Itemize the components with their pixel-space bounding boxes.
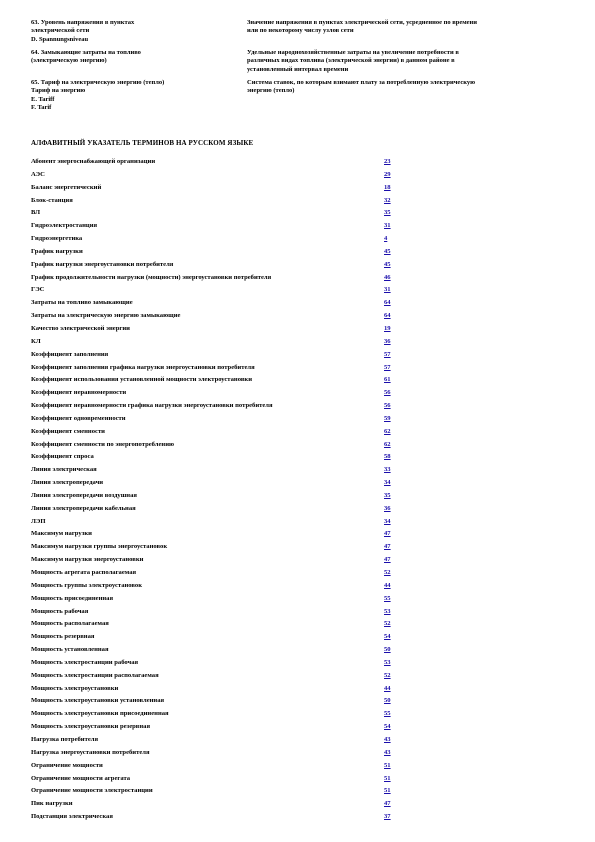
index-term: Коэффициент сменности	[31, 427, 105, 435]
index-row	[31, 799, 397, 812]
index-row	[31, 555, 397, 568]
index-row	[31, 619, 397, 632]
index-page-link[interactable]: 55	[384, 710, 391, 718]
definition-description-line: Значение напряжения в пунктах электрической сети, усредненное по времени	[247, 19, 478, 26]
definition-term-line: D. Spannungsniveau	[31, 35, 89, 43]
index-page-link[interactable]: 47	[384, 530, 391, 538]
index-term: Мощность электроустановки резервная	[31, 723, 151, 731]
index-term: Коэффициент спроса	[31, 453, 94, 461]
index-term: Максимум нагрузки	[31, 530, 92, 538]
index-page-link[interactable]: 57	[384, 350, 391, 358]
index-term: Мощность располагаемая	[31, 620, 109, 628]
definition-entry	[31, 49, 571, 79]
index-term: Коэффициент использования установленной мощности электроустановки	[31, 376, 253, 384]
index-term: Коэффициент заполнения	[31, 350, 109, 358]
index-row	[31, 170, 397, 183]
index-page-link[interactable]: 55	[384, 594, 391, 602]
index-term: ГЭС	[31, 286, 45, 294]
index-page-link[interactable]: 59	[384, 414, 391, 422]
index-page-link[interactable]: 19	[384, 324, 391, 332]
index-page-link[interactable]: 54	[384, 723, 391, 731]
index-row	[31, 427, 397, 440]
index-term: Мощность электроустановки	[31, 684, 119, 692]
index-row	[31, 632, 397, 645]
index-term: Мощность электростанции располагаемая	[31, 671, 159, 679]
definition-term-line: 64. Замыкающие затраты на топливо	[31, 49, 141, 56]
index-row	[31, 452, 397, 465]
index-term: График нагрузки энергоустановки потребителя	[31, 260, 174, 268]
index-page-link[interactable]: 58	[384, 453, 391, 461]
index-row	[31, 183, 397, 196]
definition-term-line: E. Tariff	[31, 95, 55, 103]
index-row	[31, 208, 397, 221]
index-term: Баланс энергетический	[31, 183, 102, 191]
index-row	[31, 542, 397, 555]
definition-description-line: энергию (тепло)	[247, 87, 295, 95]
index-term: Абонент энергоснабжающей организации	[31, 158, 156, 165]
index-row	[31, 298, 397, 311]
definition-term-line: электрической сети	[31, 27, 90, 35]
index-row	[31, 350, 397, 363]
index-term: Нагрузка потребителя	[31, 735, 99, 743]
index-row	[31, 568, 397, 581]
index-term: Коэффициент неравномерности графика нагрузки энергоустановки потребителя	[31, 402, 273, 410]
index-heading: АЛФАВИТНЫЙ УКАЗАТЕЛЬ ТЕРМИНОВ НА РУССКОМ ЯЗЫКЕ	[31, 139, 254, 147]
index-term: КЛ	[31, 337, 41, 345]
index-term: Коэффициент сменности по энергопотреблению	[31, 440, 175, 448]
definition-entry	[31, 19, 571, 49]
index-row	[31, 363, 397, 376]
index-row	[31, 285, 397, 298]
index-page-link[interactable]: 62	[384, 427, 391, 435]
index-term: Мощность электроустановки присоединенная	[31, 710, 169, 718]
index-page-link[interactable]: 4	[384, 235, 388, 243]
index-term: График нагрузки	[31, 247, 83, 255]
definition-term-line: 63. Уровень напряжения в пунктах	[31, 19, 135, 26]
index-term: Мощность агрегата располагаемая	[31, 569, 137, 576]
index-row	[31, 786, 397, 799]
index-term: АЭС	[31, 170, 45, 178]
definition-description-line: установленный интервал времени	[247, 65, 349, 73]
index-term: Затраты на топливо замыкающие	[31, 299, 133, 307]
index-term: Мощность резервная	[31, 633, 95, 641]
index-term: Линия электропередачи воздушная	[31, 491, 137, 499]
index-page-link[interactable]: 46	[384, 273, 391, 281]
index-row	[31, 414, 397, 427]
index-row	[31, 247, 397, 260]
index-row	[31, 709, 397, 722]
index-term: Мощность рабочая	[31, 607, 89, 615]
index-page-link[interactable]: 44	[384, 581, 391, 589]
index-page-link[interactable]: 32	[384, 196, 391, 204]
index-row	[31, 607, 397, 620]
index-term: Гидроэлектростанция	[31, 222, 98, 230]
index-term: Мощность присоединенная	[31, 594, 114, 602]
index-row	[31, 517, 397, 530]
index-term: Пик нагрузки	[31, 800, 73, 808]
index-page-link[interactable]: 35	[384, 209, 391, 217]
index-page-link[interactable]: 43	[384, 735, 391, 743]
index-row	[31, 748, 397, 761]
definition-description-line: Система ставок, по которым взимают плату за потребленную электрическую	[247, 79, 476, 86]
index-row	[31, 529, 397, 542]
index-page-link[interactable]: 23	[384, 158, 391, 165]
index-row	[31, 401, 397, 414]
index-row	[31, 696, 397, 709]
index-page-link[interactable]: 64	[384, 299, 391, 307]
index-term: ВЛ	[31, 209, 41, 217]
definition-term-line: (электрическую энергию)	[31, 57, 107, 65]
index-page-link[interactable]: 36	[384, 504, 391, 512]
index-row	[31, 671, 397, 684]
index-page-link[interactable]: 43	[384, 748, 391, 756]
index-row	[31, 260, 397, 273]
index-row	[31, 388, 397, 401]
index-page-link[interactable]: 57	[384, 363, 391, 371]
index-row	[31, 504, 397, 517]
index-page-link[interactable]: 45	[384, 247, 391, 255]
index-term: Максимум нагрузки группы энергоустановок	[31, 543, 168, 551]
index-page-link[interactable]: 44	[384, 684, 391, 692]
definition-term	[31, 79, 247, 119]
index-term: Мощность электростанции рабочая	[31, 658, 139, 666]
definition-term	[31, 19, 247, 49]
definition-description	[247, 79, 567, 119]
index-row	[31, 478, 397, 491]
index-term: Мощность электроустановки установленная	[31, 697, 165, 705]
index-row	[31, 273, 397, 286]
definition-description-line: различных видах топлива (электрической энергии) в данном районе в	[247, 57, 455, 65]
index-page-link[interactable]: 31	[384, 286, 391, 294]
index-term: Линия электропередачи кабельная	[31, 504, 136, 512]
index-row	[31, 324, 397, 337]
index-page-link[interactable]: 18	[384, 183, 391, 191]
index-row	[31, 491, 397, 504]
definition-description-line: Удельные народнохозяйственные затраты на увеличение потребности в	[247, 49, 459, 56]
index-term: Коэффициент неравномерности	[31, 389, 127, 397]
index-term: Линия электрическая	[31, 466, 97, 474]
index-page-link[interactable]: 37	[384, 813, 391, 821]
index-term: Качество электрической энергии	[31, 324, 130, 332]
index-page-link[interactable]: 53	[384, 607, 391, 615]
index-row	[31, 761, 397, 774]
index-page-link[interactable]: 52	[384, 569, 391, 576]
index-page-link[interactable]: 34	[384, 479, 391, 487]
index-page-link[interactable]: 50	[384, 646, 391, 654]
index-term: Максимум нагрузки энергоустановки	[31, 556, 144, 564]
index-term: Нагрузка энергоустановки потребителя	[31, 748, 150, 756]
index-term: ЛЭП	[31, 517, 46, 525]
index-page-link[interactable]: 45	[384, 260, 391, 268]
index-page-link[interactable]: 33	[384, 466, 391, 474]
index-term: Ограничение мощности	[31, 761, 103, 769]
index-page-link[interactable]: 31	[384, 222, 391, 230]
index-page-link[interactable]: 52	[384, 620, 391, 628]
index-page-link[interactable]: 47	[384, 556, 391, 564]
index-row	[31, 337, 397, 350]
index-page-link[interactable]: 51	[384, 787, 391, 795]
index-term: Ограничение мощности агрегата	[31, 774, 131, 782]
index-term: Мощность группы электроустановок	[31, 581, 143, 589]
index-term: Затраты на электрическую энергию замыкающие	[31, 312, 181, 320]
definition-description	[247, 49, 567, 79]
index-page-link[interactable]: 51	[384, 761, 391, 769]
index-row	[31, 684, 397, 697]
definition-description	[247, 19, 567, 49]
index-page-link[interactable]: 29	[384, 170, 391, 178]
index-term: Коэффициент заполнения графика нагрузки энергоустановки потребителя	[31, 363, 255, 371]
index-term: Подстанция электрическая	[31, 813, 113, 821]
index-row	[31, 440, 397, 453]
index-page-link[interactable]: 47	[384, 543, 391, 551]
index-page-link[interactable]: 62	[384, 440, 391, 448]
index-page-link[interactable]: 54	[384, 633, 391, 641]
index-page-link[interactable]: 51	[384, 774, 391, 782]
definition-entry	[31, 79, 571, 119]
index-row	[31, 157, 397, 170]
index-page-link[interactable]: 52	[384, 671, 391, 679]
index-page-link[interactable]: 56	[384, 402, 391, 410]
definition-term-line: 65. Тариф на электрическую энергию (тепло)	[31, 79, 165, 86]
index-row	[31, 658, 397, 671]
index-row	[31, 234, 397, 247]
index-page-link[interactable]: 47	[384, 800, 391, 808]
index-page-link[interactable]: 61	[384, 376, 391, 384]
index-term: График продолжительности нагрузки (мощности) энергоустановки потребителя	[31, 273, 272, 281]
index-page-link[interactable]: 64	[384, 312, 391, 320]
index-row	[31, 581, 397, 594]
index-row	[31, 221, 397, 234]
index-term: Ограничение мощности электростанции	[31, 787, 153, 795]
definition-term-line: Тариф на энергию	[31, 87, 86, 95]
definitions-block	[31, 19, 571, 119]
index-term: Гидроэнергетика	[31, 235, 83, 243]
index-row	[31, 812, 397, 825]
index-page-link[interactable]: 34	[384, 517, 391, 525]
index-row	[31, 774, 397, 787]
term-index	[31, 157, 397, 825]
index-row	[31, 311, 397, 324]
index-page-link[interactable]: 50	[384, 697, 391, 705]
definition-term	[31, 49, 247, 79]
index-row	[31, 722, 397, 735]
index-row	[31, 465, 397, 478]
definition-term-line: F. Tarif	[31, 104, 52, 112]
index-page-link[interactable]: 56	[384, 389, 391, 397]
index-term: Мощность установленная	[31, 646, 109, 654]
index-row	[31, 645, 397, 658]
index-row	[31, 196, 397, 209]
index-term: Линия электропередачи	[31, 479, 104, 487]
definition-description-line: или по некоторому числу узлов сети	[247, 27, 354, 35]
index-page-link[interactable]: 36	[384, 337, 391, 345]
index-row	[31, 375, 397, 388]
index-page-link[interactable]: 35	[384, 491, 391, 499]
index-row	[31, 594, 397, 607]
index-row	[31, 735, 397, 748]
index-page-link[interactable]: 53	[384, 658, 391, 666]
index-term: Коэффициент одновременности	[31, 414, 126, 422]
index-term: Блок-станция	[31, 196, 73, 204]
